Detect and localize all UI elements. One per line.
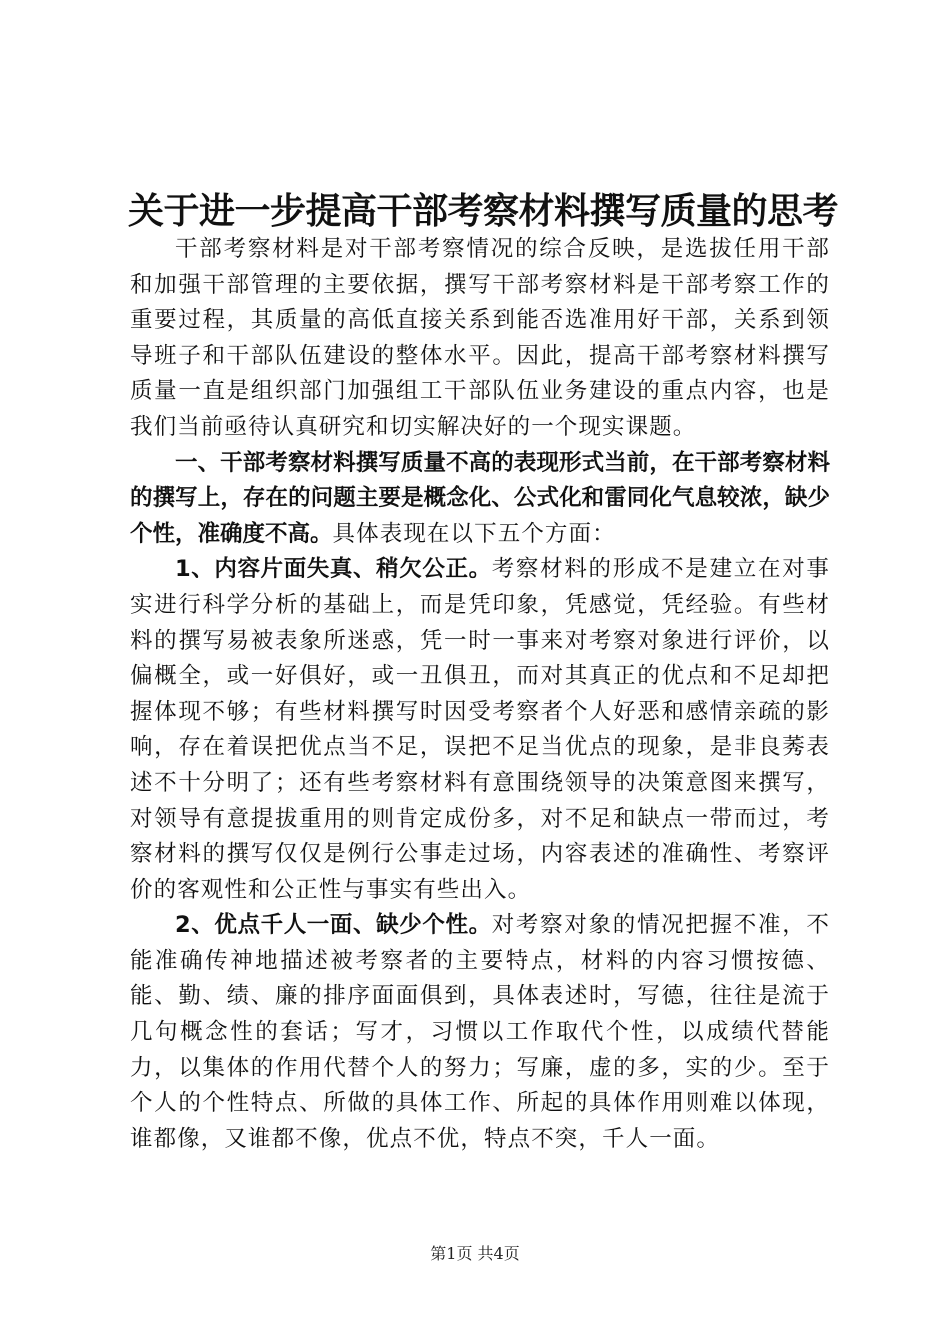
- section-1-heading: 一、干部考察材料撰写质量不高的表现形式当前，在干部考察材料的撰写上，存在的问题主要是概念化、公式化和雷同化气息较浓，缺少个性，准确度不高。: [130, 449, 830, 547]
- section-1-text: 具体表现在以下五个方面：: [332, 520, 616, 547]
- intro-text: 干部考察材料是对干部考察情况的综合反映，是选拔任用干部和加强干部管理的主要依据，撰写干部考察材料是干部考察工作的重要过程，其质量的高低直接关系到能否选准用好干部，关系到领导班子和干部队伍建设的整体水平。因此，提高干部考察材料撰写质量一直是组织部门加强组工干部队伍业务建设的重点内容，也是我们当前亟待认真研究和切实解决好的一个现实课题。: [130, 236, 830, 440]
- point-1-heading: 1、内容片面失真、稍欠公正。: [175, 556, 492, 583]
- intro-paragraph: [130, 232, 830, 446]
- point-2-heading: 2、优点千人一面、缺少个性。: [175, 912, 492, 939]
- point-2-paragraph: [130, 908, 830, 1157]
- page-footer: 第1页 共4页: [430, 1244, 520, 1263]
- document-title: 关于进一步提高干部考察材料撰写质量的思考: [128, 190, 839, 232]
- point-1-paragraph: [130, 552, 830, 908]
- point-1-text: 考察材料的形成不是建立在对事实进行科学分析的基础上，而是凭印象，凭感觉，凭经验。有些材料的撰写易被表象所迷惑，凭一时一事来对考察对象进行评价，以偏概全，或一好俱好，或一丑俱丑，而对其真正的优点和不足却把握体现不够；有些材料撰写时因受考察者个人好恶和感情亲疏的影响，存在着误把优点当不足，误把不足当优点的现象，是非良莠表述不十分明了；还有些考察材料有意围绕领导的决策意图来撰写，对领导有意提拔重用的则肯定成份多，对不足和缺点一带而过，考察材料的撰写仅仅是例行公事走过场，内容表述的准确性、考察评价的客观性和公正性与事实有些出入。: [130, 556, 831, 903]
- point-2-text: 对考察对象的情况把握不准，不能准确传神地描述被考察者的主要特点，材料的内容习惯按德、能、勤、绩、廉的排序面面俱到，具体表述时，写德，往往是流于几句概念性的套话；写才，习惯以工作取代个性，以成绩代替能力，以集体的作用代替个人的努力；写廉，虚的多，实的少。至于个人的个性特点、所做的具体工作、所起的具体作用则难以体现，谁都像，又谁都不像，优点不优，特点不突，千人一面。: [130, 912, 831, 1152]
- section-1-paragraph: [130, 446, 830, 553]
- document-body: [130, 232, 830, 1157]
